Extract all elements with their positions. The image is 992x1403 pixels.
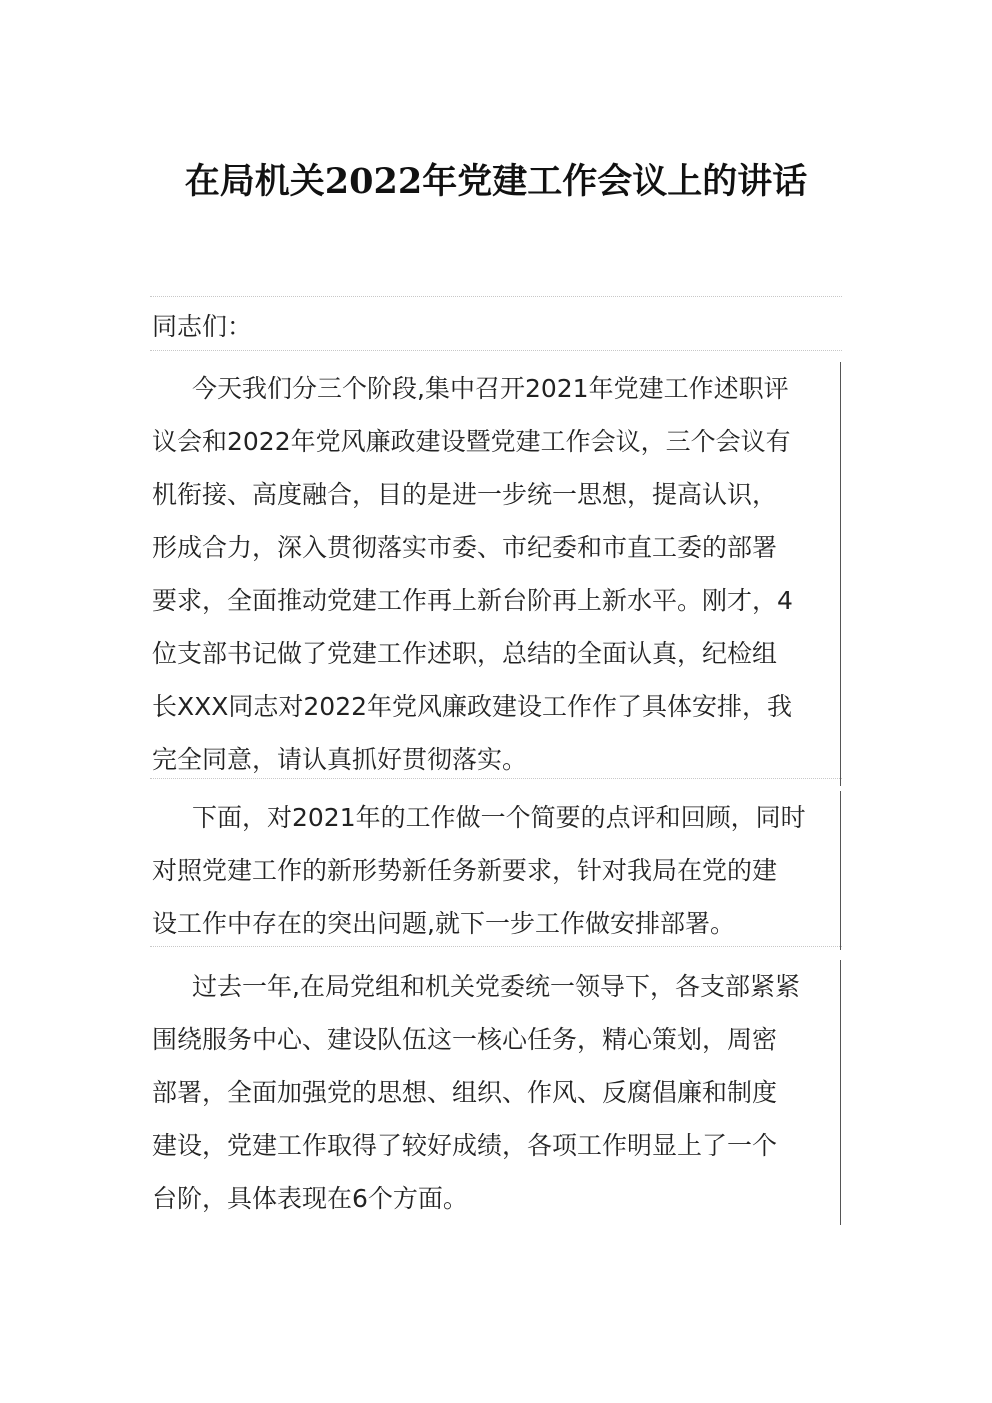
paragraph-1: [152, 362, 841, 786]
text-line: 过去一年,在局党组和机关党委统一领导下，各支部紧紧: [192, 972, 800, 1001]
text-line: 台阶，具体表现在6个方面。: [152, 1184, 468, 1213]
text-line: 下面，对2021年的工作做一个简要的点评和回顾，同时: [192, 803, 806, 832]
text-line: 要求，全面推动党建工作再上新台阶再上新水平。刚才，4: [152, 586, 793, 615]
text-line: 部署，全面加强党的思想、组织、作风、反腐倡廉和制度: [152, 1078, 778, 1107]
text-line: 议会和2022年党风廉政建设暨党建工作会议，三个会议有: [152, 427, 791, 456]
divider: [150, 296, 842, 297]
text-line: 设工作中存在的突出问题,就下一步工作做安排部署。: [152, 909, 735, 938]
divider: [150, 946, 842, 947]
paragraph-2: [152, 791, 841, 950]
paragraph-3: [152, 960, 841, 1225]
text-line: 机衔接、高度融合，目的是进一步统一思想，提高认识，: [152, 480, 778, 509]
salutation: 同志们：: [152, 312, 253, 341]
text-line: 建设，党建工作取得了较好成绩，各项工作明显上了一个: [152, 1131, 778, 1160]
divider: [150, 778, 842, 779]
text-line: 形成合力，深入贯彻落实市委、市纪委和市直工委的部署: [152, 533, 778, 562]
text-line: 长XXX同志对2022年党风廉政建设工作作了具体安排，我: [152, 692, 793, 721]
text-line: 对照党建工作的新形势新任务新要求，针对我局在党的建: [152, 856, 778, 885]
text-line: 位支部书记做了党建工作述职，总结的全面认真，纪检组: [152, 639, 778, 668]
text-line: 完全同意，请认真抓好贯彻落实。: [152, 745, 528, 774]
document-title: 在局机关2022年党建工作会议上的讲话: [184, 161, 808, 202]
divider: [150, 350, 842, 351]
text-line: 围绕服务中心、建设队伍这一核心任务，精心策划，周密: [152, 1025, 778, 1054]
text-line: 今天我们分三个阶段,集中召开2021年党建工作述职评: [192, 374, 789, 403]
